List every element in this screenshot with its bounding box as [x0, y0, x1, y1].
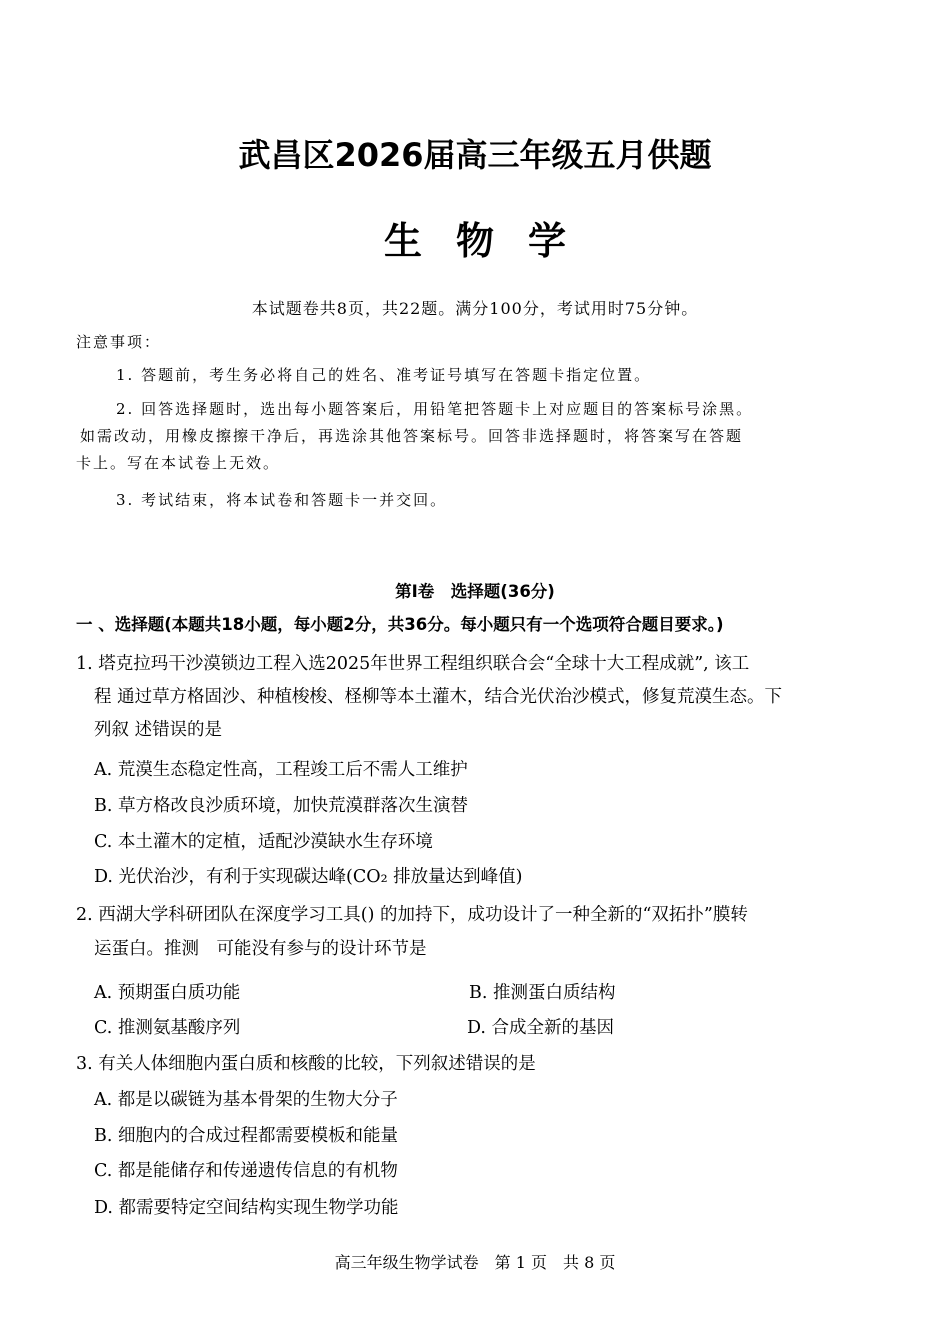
- question-1-line-2: 程 通过草方格固沙、种植梭梭、柽柳等本土灌木，结合光伏治沙模式，修复荒漠生态。下: [94, 687, 783, 707]
- question-1-option-c: C. 本土灌木的定植，适配沙漠缺水生存环境: [94, 832, 433, 852]
- question-2-option-d: D. 合成全新的基因: [467, 1018, 615, 1038]
- exam-title: 武昌区2026届高三年级五月供题: [238, 136, 712, 174]
- question-1-option-a: A. 荒漠生态稳定性高，工程竣工后不需人工维护: [94, 760, 468, 780]
- section-instruction: 一 、选择题(本题共18小题，每小题2分，共36分。每小题只有一个选项符合题目要求。): [76, 615, 724, 634]
- question-1-line-3: 列叙 述错误的是: [94, 720, 223, 740]
- question-3-option-a: A. 都是以碳链为基本骨架的生物大分子: [94, 1090, 398, 1110]
- note-2-line-3: 卡上。写在本试卷上无效。: [76, 454, 281, 472]
- page-footer: 高三年级生物学试卷 第 1 页 共 8 页: [334, 1253, 616, 1272]
- question-2-option-c: C. 推测氨基酸序列: [94, 1018, 241, 1038]
- question-3-option-d: D. 都需要特定空间结构实现生物学功能: [94, 1198, 399, 1218]
- question-2-option-b: B. 推测蛋白质结构: [469, 983, 616, 1003]
- subject-title: 生物学: [383, 219, 600, 263]
- question-1-option-b: B. 草方格改良沙质环境，加快荒漠群落次生演替: [94, 796, 468, 816]
- question-2-line-1: 2. 西湖大学科研团队在深度学习工具() 的加持下，成功设计了一种全新的“双拓扑”膜转: [76, 905, 748, 925]
- question-3-line-1: 3. 有关人体细胞内蛋白质和核酸的比较，下列叙述错误的是: [76, 1054, 536, 1074]
- question-1-option-d: D. 光伏治沙，有利于实现碳达峰(CO₂ 排放量达到峰值): [94, 867, 523, 887]
- note-2-line-2: 如需改动，用橡皮擦擦干净后，再选涂其他答案标号。回答非选择题时，将答案写在答题: [80, 427, 744, 445]
- question-2-option-a: A. 预期蛋白质功能: [94, 983, 241, 1003]
- question-3-option-b: B. 细胞内的合成过程都需要模板和能量: [94, 1126, 398, 1146]
- exam-info: 本试题卷共8页，共22题。满分100分，考试用时75分钟。: [251, 299, 699, 318]
- notes-heading: 注意事项：: [76, 333, 162, 351]
- note-3: 3. 考试结束，将本试卷和答题卡一并交回。: [116, 491, 448, 509]
- part-title: 第Ⅰ卷 选择题(36分): [395, 582, 555, 601]
- question-3-option-c: C. 都是能储存和传递遗传信息的有机物: [94, 1161, 398, 1181]
- note-2-line-1: 2. 回答选择题时，选出每小题答案后，用铅笔把答题卡上对应题目的答案标号涂黑。: [116, 400, 754, 418]
- question-1-line-1: 1. 塔克拉玛干沙漠锁边工程入选2025年世界工程组织联合会“全球十大工程成就”, 该工: [76, 654, 750, 674]
- note-1: 1. 答题前，考生务必将自己的姓名、准考证号填写在答题卡指定位置。: [116, 366, 652, 384]
- question-2-line-2: 运蛋白。推测 可能没有参与的设计环节是: [94, 939, 427, 959]
